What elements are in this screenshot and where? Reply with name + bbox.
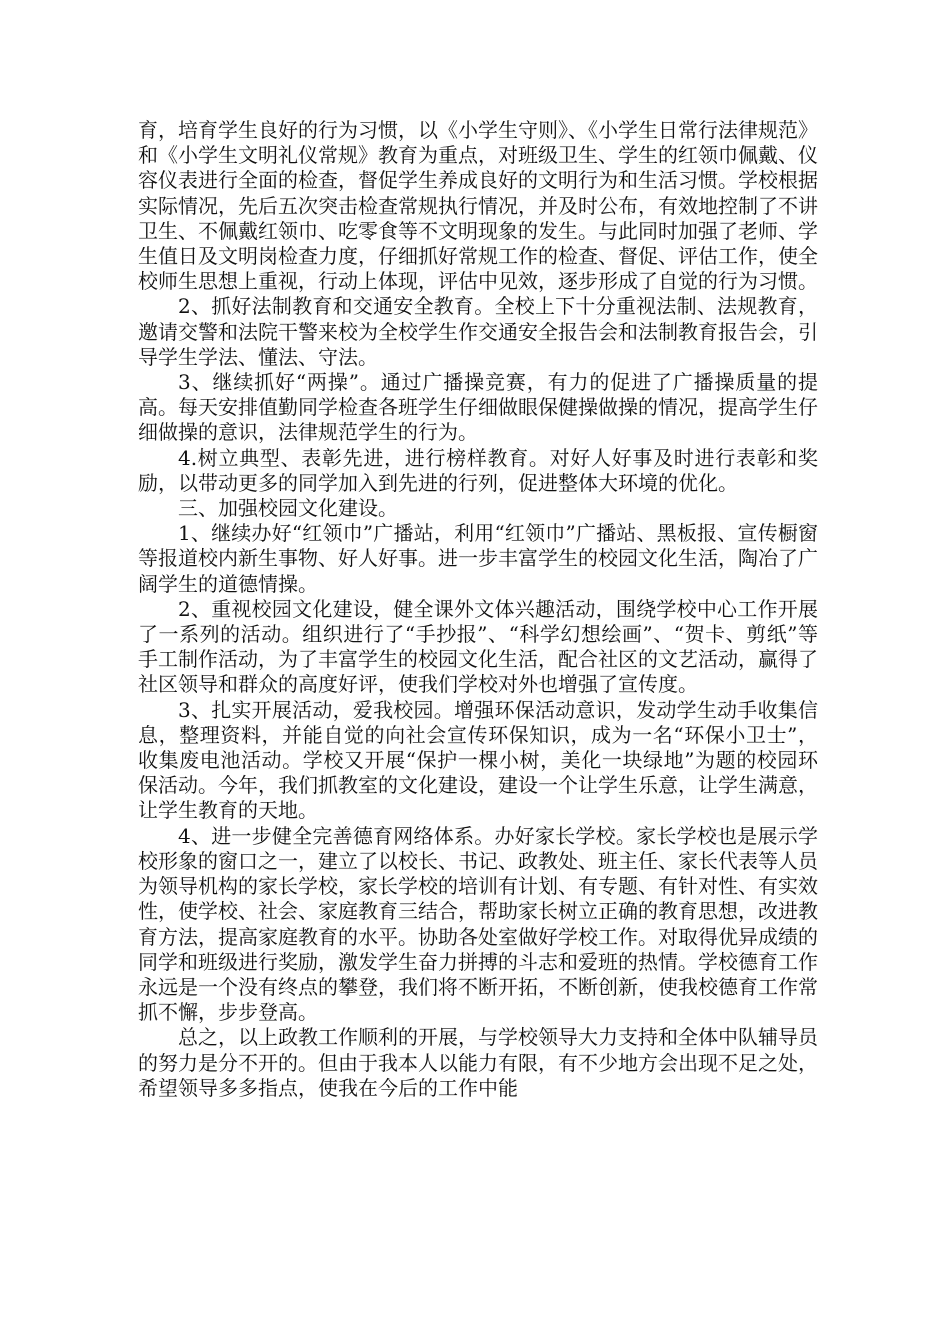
section-heading-campus-culture: 三、加强校园文化建设。 [178, 496, 398, 521]
paragraph-environmental-activities: 3、扎实开展活动，爱我校园。增强环保活动意识，发动学生动手收集信息，整理资料，并能自觉的向社会宣传环保知识，成为一名“环保小卫士”，收集废电池活动。学校又开展“保护一棵小树，美化一块绿地”为题的校园环保活动。今年，我们抓教室的文化建设，建设一个让学生乐意，让学生满意，让学生教育的天地。 [138, 697, 818, 823]
paragraph-role-models: 4.树立典型、表彰先进，进行榜样教育。对好人好事及时进行表彰和奖励，以带动更多的同学加入到先进的行列，促进整体大环境的优化。 [138, 445, 818, 495]
document-body [138, 118, 818, 1101]
paragraph-legal-traffic-education: 2、抓好法制教育和交通安全教育。全校上下十分重视法制、法规教育，邀请交警和法院干警来校为全校学生作交通安全报告会和法制教育报告会，引导学生学法、懂法、守法。 [138, 294, 818, 369]
paragraph-broadcast-station: 1、继续办好“红领巾”广播站，利用“红领巾”广播站、黑板报、宣传橱窗等报道校内新生事物、好人好事。进一步丰富学生的校园文化生活，陶冶了广阔学生的道德情操。 [138, 521, 818, 596]
paragraph-cultural-activities: 2、重视校园文化建设，健全课外文体兴趣活动，围绕学校中心工作开展了一系列的活动。组织进行了“手抄报”、“科学幻想绘画”、“贺卡、剪纸”等手工制作活动，为了丰富学生的校园文化生活，配合社区的文艺活动，赢得了社区领导和群众的高度好评，使我们学校对外也增强了宣传度。 [138, 596, 818, 697]
paragraph-continuation: 育，培育学生良好的行为习惯，以《小学生守则》、《小学生日常行法律规范》和《小学生文明礼仪常规》教育为重点，对班级卫生、学生的红领巾佩戴、仪容仪表进行全面的检查，督促学生养成良好的文明行为和生活习惯。学校根据实际情况，先后五次突击检查常规执行情况，并及时公布，有效地控制了不讲卫生、不佩戴红领巾、吃零食等不文明现象的发生。与此同时加强了老师、学生值日及文明岗检查力度，仔细抓好常规工作的检查、督促、评估工作，使全校师生思想上重视，行动上体现，评估中见效，逐步形成了自觉的行为习惯。 [138, 118, 818, 294]
paragraph-two-exercises: 3、继续抓好“两操”。通过广播操竞赛，有力的促进了广播操质量的提高。每天安排值勤同学检查各班学生仔细做眼保健操做操的情况，提高学生仔细做操的意识，法律规范学生的行为。 [138, 370, 818, 445]
paragraph-conclusion: 总之，以上政教工作顺利的开展，与学校领导大力支持和全体中队辅导员的努力是分不开的。但由于我本人以能力有限，有不少地方会出现不足之处，希望领导多多指点，使我在今后的工作中能 [138, 1025, 818, 1100]
paragraph-parent-school: 4、进一步健全完善德育网络体系。办好家长学校。家长学校也是展示学校形象的窗口之一，建立了以校长、书记、政教处、班主任、家长代表等人员为领导机构的家长学校，家长学校的培训有计划、有专题、有针对性、有实效性，使学校、社会、家庭教育三结合，帮助家长树立正确的教育思想，改进教育方法，提高家庭教育的水平。协助各处室做好学校工作。对取得优异成绩的同学和班级进行奖励，激发学生奋力拼搏的斗志和爱班的热情。学校德育工作永远是一个没有终点的攀登，我们将不断开拓，不断创新，使我校德育工作常抓不懈，步步登高。 [138, 823, 818, 1025]
